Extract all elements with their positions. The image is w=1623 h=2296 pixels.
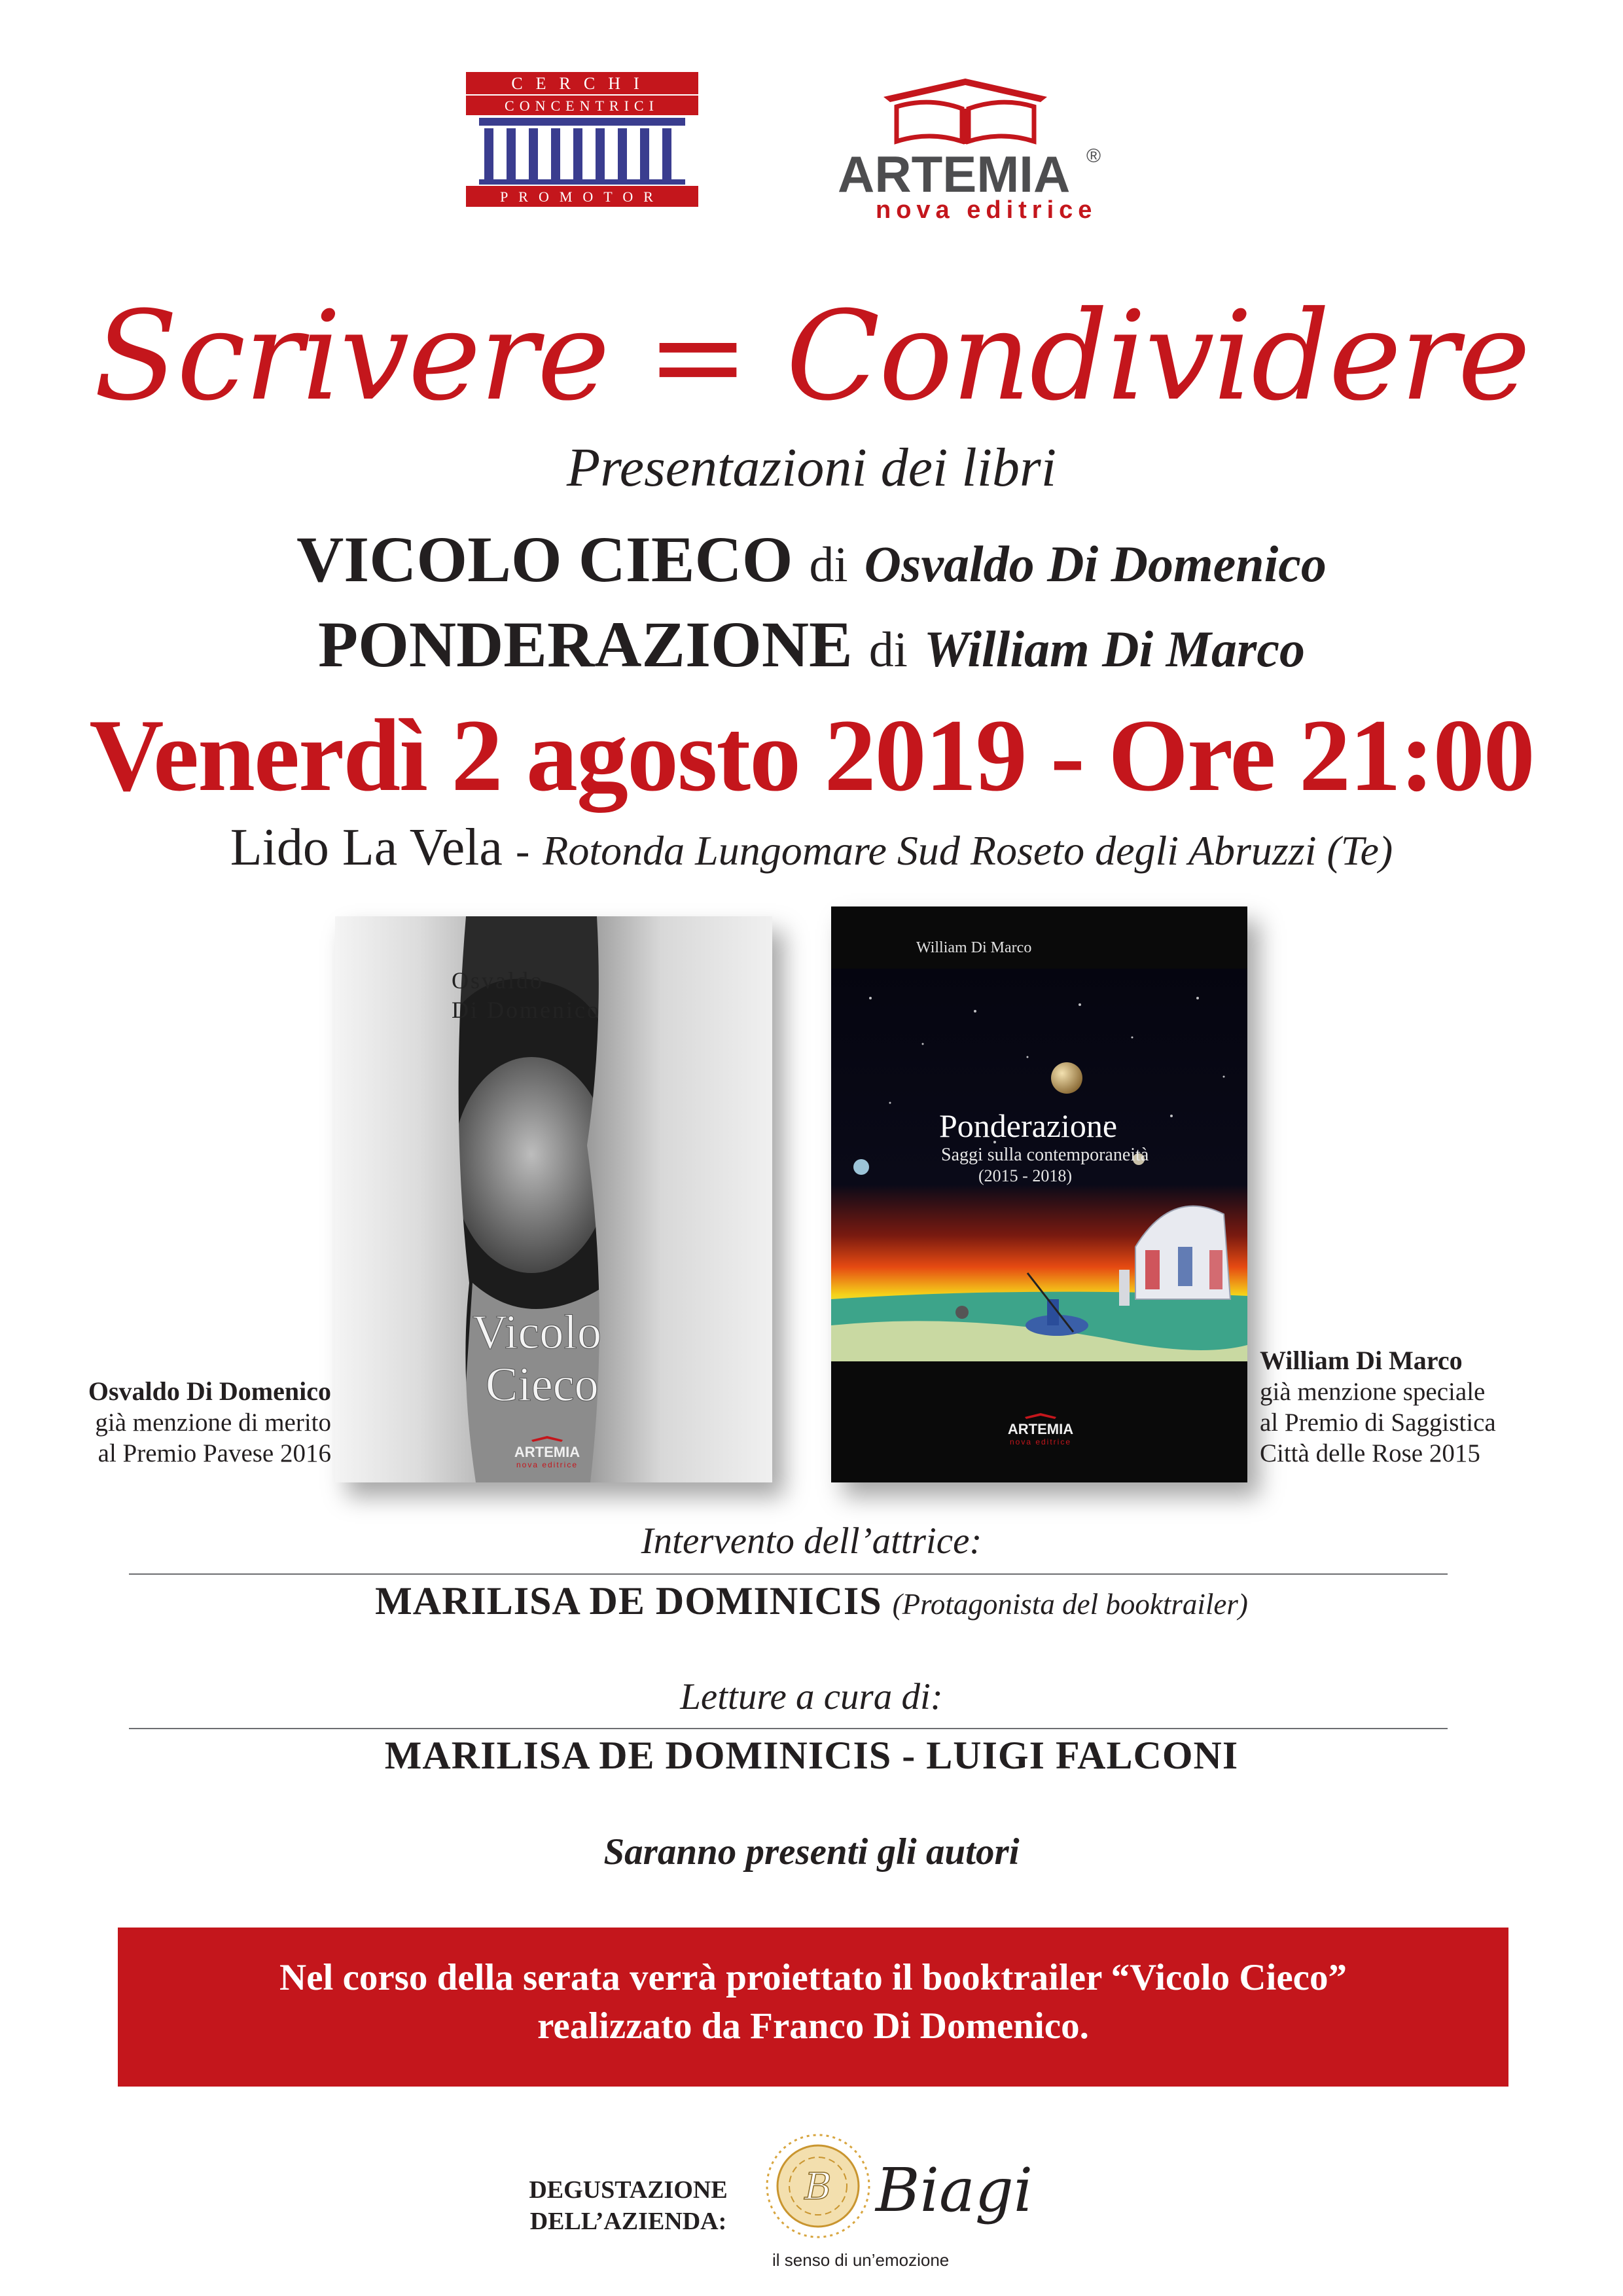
sun-emblem-icon: [767, 2135, 869, 2237]
cover-author: William Di Marco: [916, 939, 1032, 956]
cover-vicolo-cieco: [335, 916, 772, 1482]
cover-title-line-1: Vicolo: [473, 1306, 601, 1359]
book-connector: di: [868, 622, 908, 677]
cover-title-line-2: Cieco: [486, 1358, 599, 1412]
banner-line: realizzato da Franco Di Domenico.: [537, 2005, 1089, 2047]
intervento-label: Intervento dell’attrice:: [641, 1520, 982, 1562]
caption-name: William Di Marco: [1260, 1346, 1463, 1375]
artemia-registered: ®: [1086, 145, 1101, 167]
actress-note: (Protagonista del booktrailer): [892, 1588, 1248, 1621]
venue-address: Rotonda Lungomare Sud Roseto degli Abruzzi (Te): [543, 827, 1393, 874]
caption-line: già menzione speciale: [1260, 1378, 1486, 1406]
book-line-ponderazione: [0, 605, 1623, 689]
presence-note: Saranno presenti gli autori: [603, 1831, 1020, 1873]
booktrailer-banner: [118, 1928, 1508, 2087]
cover-publisher-sub: nova editrice: [1009, 1437, 1072, 1446]
book-title: VICOLO CIECO: [296, 523, 793, 596]
cerchi-middle-text: CONCENTRICI: [505, 98, 659, 114]
caption-osvaldo: [26, 1376, 331, 1469]
biagi-tagline: il senso di un’emozione: [772, 2250, 950, 2270]
cover-publisher: ARTEMIA: [514, 1444, 580, 1460]
cerchi-concentrici-logo: [466, 71, 698, 208]
caption-name: Osvaldo Di Domenico: [88, 1376, 331, 1406]
cover-publisher-sub: nova editrice: [516, 1460, 579, 1469]
tasting-label: [504, 2174, 753, 2237]
artemia-tagline: nova editrice: [876, 196, 1097, 224]
divider: [129, 1573, 1448, 1575]
event-subtitle: Presentazioni dei libri: [566, 437, 1057, 498]
banner-line: Nel corso della serata verrà proiettato il booktrailer “Vicolo Cieco”: [279, 1957, 1347, 1998]
tasting-label-line: DEGUSTAZIONE: [529, 2176, 728, 2204]
cerchi-top-text: CERCHI: [511, 74, 652, 93]
venue-separator: -: [515, 827, 530, 874]
venue-name: Lido La Vela: [230, 819, 503, 876]
cover-ponderazione: [831, 906, 1247, 1482]
book-author: Osvaldo Di Domenico: [864, 535, 1327, 592]
caption-line: già menzione di merito: [95, 1408, 331, 1437]
cerchi-bottom-text: PROMOTOR: [500, 188, 664, 205]
biagi-logo: [759, 2121, 1073, 2278]
cover-years: (2015 - 2018): [978, 1166, 1072, 1185]
book-line-vicolo: [0, 520, 1623, 604]
caption-line: al Premio di Saggistica: [1260, 1408, 1496, 1437]
event-date-time: Venerdì 2 agosto 2019 - Ore 21:00: [89, 698, 1534, 813]
intervento-value: [0, 1577, 1623, 1628]
cover-subtitle: Saggi sulla contemporaneità: [941, 1145, 1149, 1165]
caption-line: al Premio Pavese 2016: [98, 1439, 331, 1467]
cover-author-line-2: Di Domenico: [452, 997, 601, 1023]
artemia-name: ARTEMIA: [838, 145, 1071, 203]
divider: [129, 1728, 1448, 1729]
book-author: William Di Marco: [923, 620, 1306, 677]
actress-name: MARILISA DE DOMINICIS: [375, 1579, 882, 1623]
event-title: Scrivere = Condividere: [94, 285, 1529, 428]
book-title: PONDERAZIONE: [317, 608, 853, 681]
letture-label: Letture a cura di:: [680, 1676, 943, 1717]
cover-author-line-1: Osvaldo: [452, 967, 544, 994]
tasting-label-line: DELL’AZIENDA:: [529, 2208, 727, 2235]
biagi-initial: B: [804, 2166, 832, 2208]
letture-names: MARILISA DE DOMINICIS - LUIGI FALCONI: [384, 1734, 1239, 1777]
event-venue: [0, 815, 1623, 884]
cover-title: Ponderazione: [939, 1107, 1118, 1144]
cover-publisher: ARTEMIA: [1007, 1421, 1074, 1437]
biagi-brand: Biagi: [876, 2155, 1033, 2225]
book-connector: di: [809, 537, 848, 592]
artemia-logo: [825, 71, 1152, 224]
open-book-icon: [883, 79, 1047, 144]
caption-william: [1260, 1345, 1600, 1469]
caption-line: Città delle Rose 2015: [1260, 1439, 1480, 1467]
